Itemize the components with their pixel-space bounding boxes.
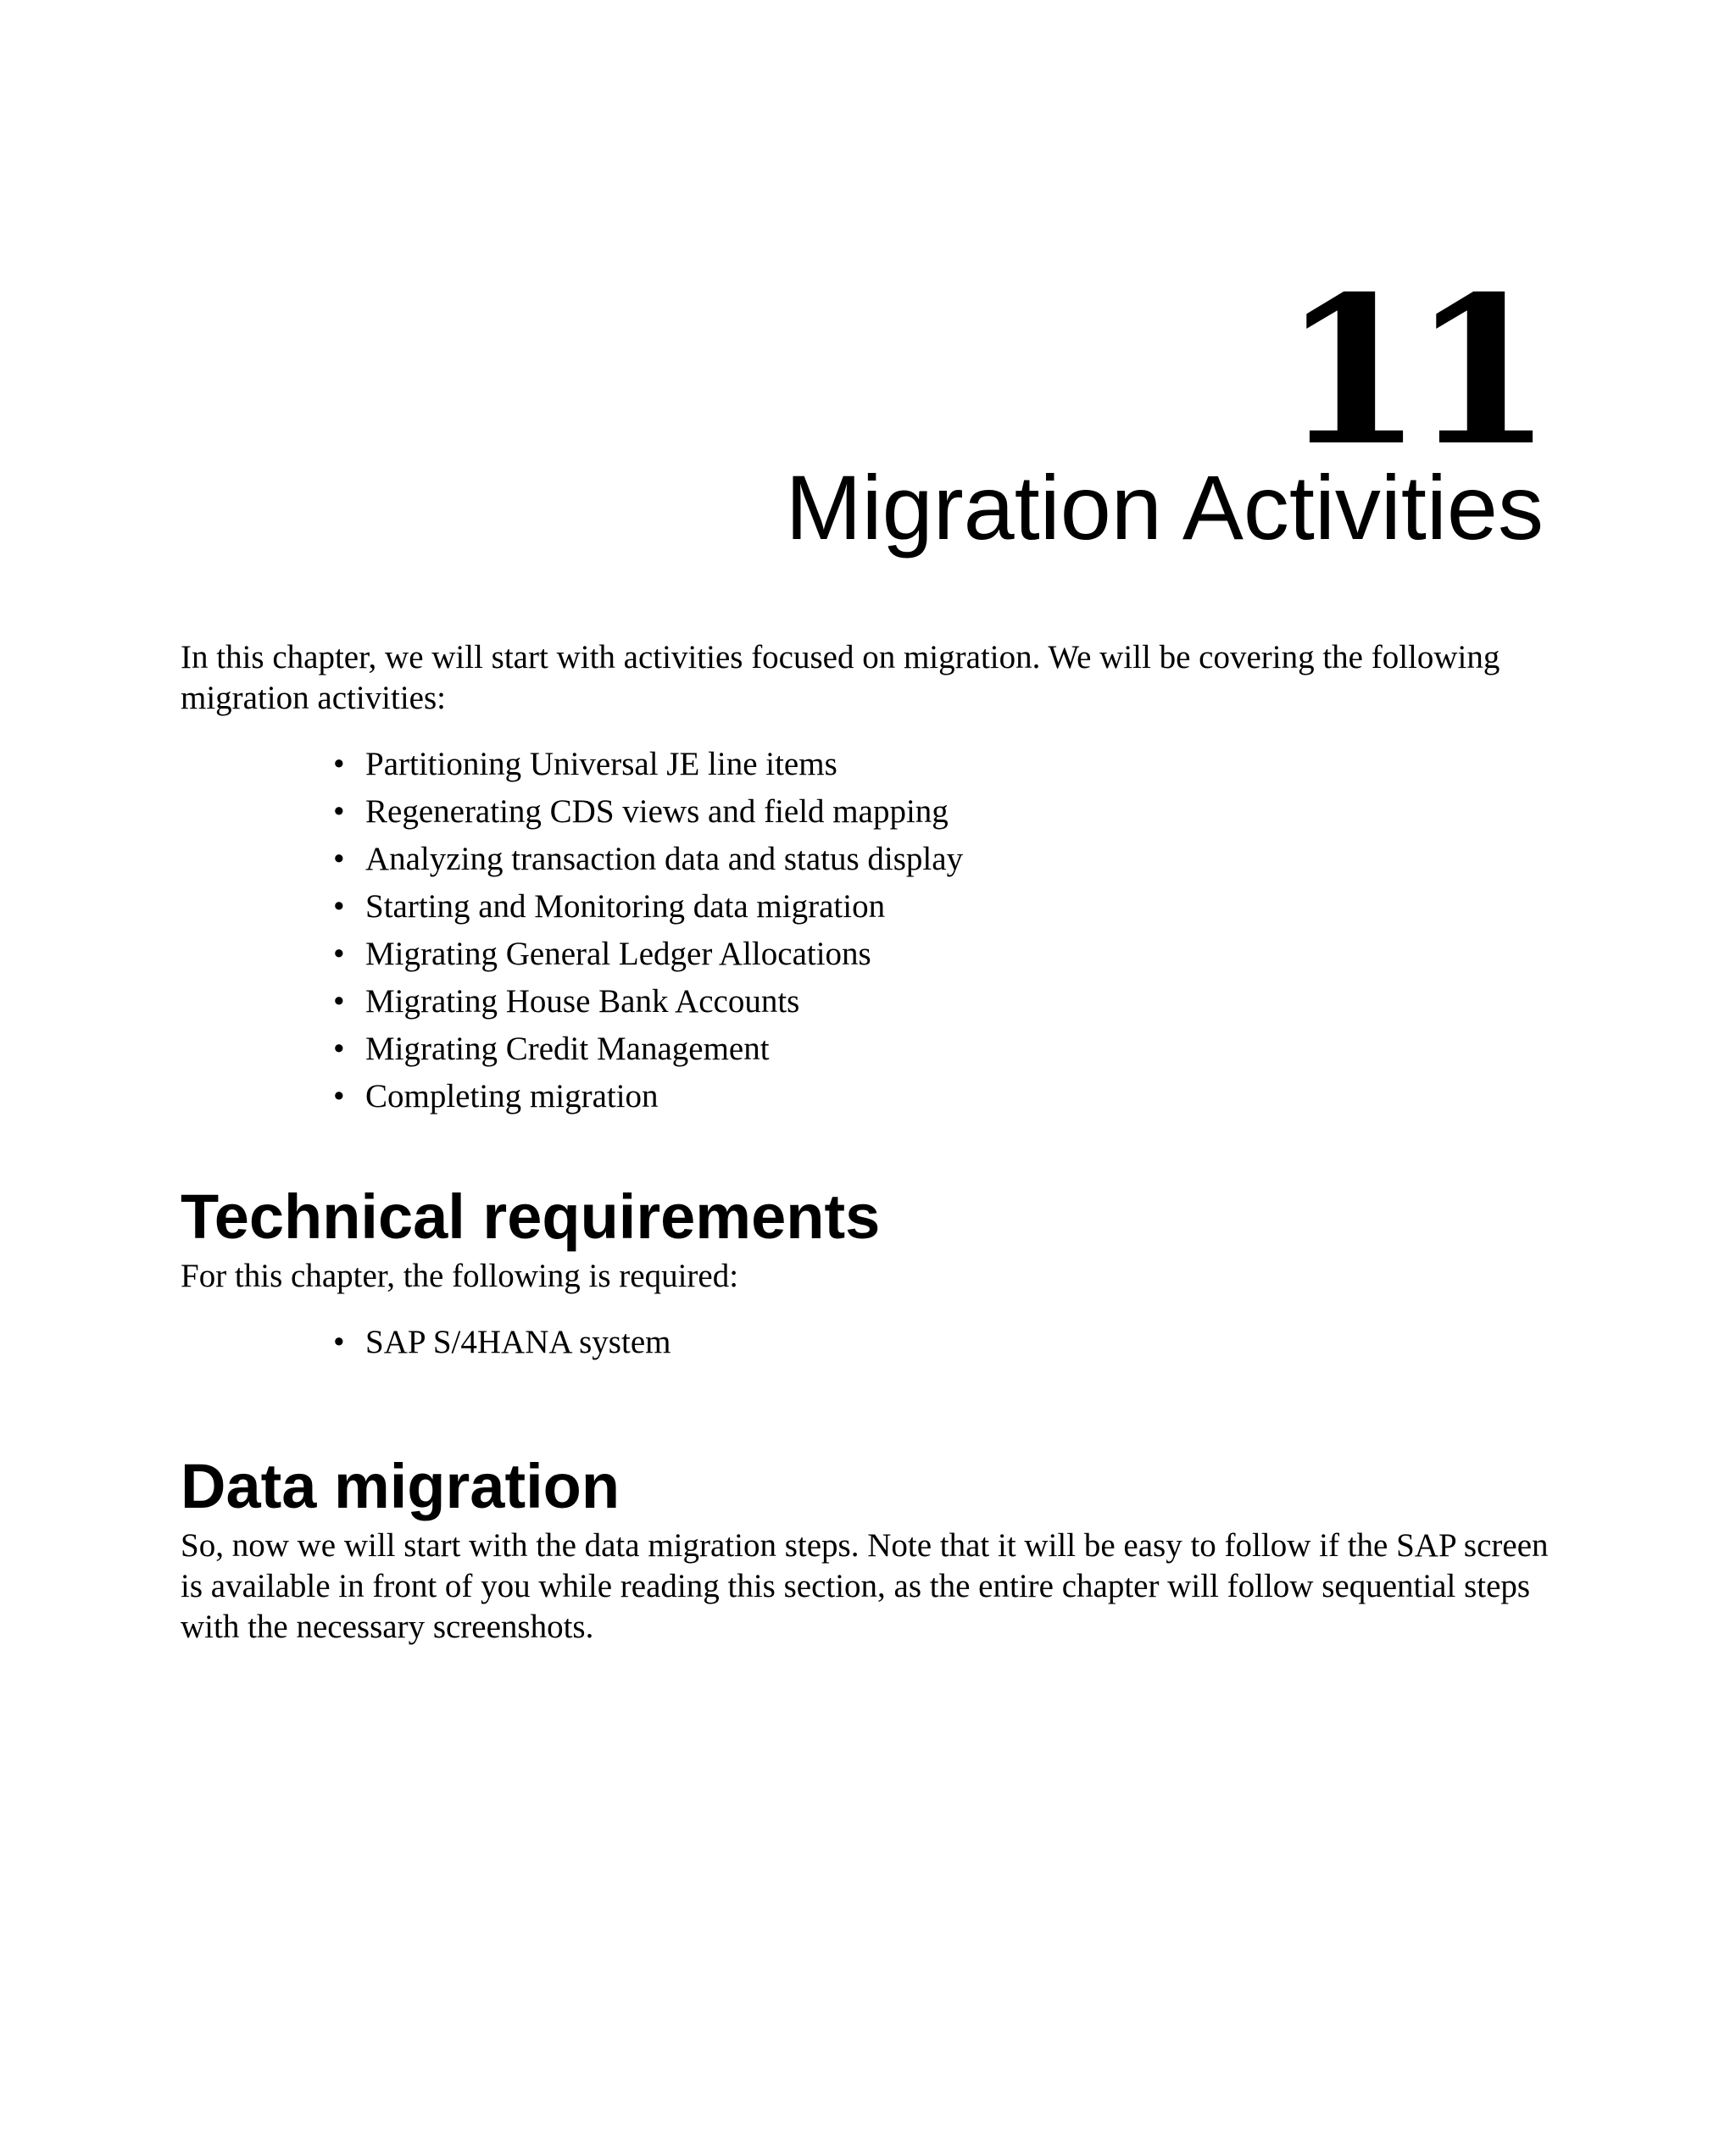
list-item xyxy=(333,883,1554,931)
bullet-icon: • xyxy=(333,1324,345,1360)
list-item xyxy=(333,1026,1554,1073)
data-migration-heading: Data migration xyxy=(181,1451,620,1521)
chapter-content xyxy=(181,637,1554,1648)
list-item-text: Analyzing transaction data and status display xyxy=(365,841,964,877)
bullet-icon: • xyxy=(333,1078,345,1114)
list-item xyxy=(333,1319,1554,1366)
list-item xyxy=(333,836,1554,883)
bullet-icon: • xyxy=(333,936,345,972)
list-item xyxy=(333,1073,1554,1120)
list-item-text: Migrating House Bank Accounts xyxy=(365,983,800,1020)
chapter-number: 11 xyxy=(1282,252,1541,491)
bullet-icon: • xyxy=(333,888,345,925)
list-item-text: SAP S/4HANA system xyxy=(365,1324,671,1360)
bullet-icon: • xyxy=(333,983,345,1020)
list-item-text: Starting and Monitoring data migration xyxy=(365,888,886,925)
list-item-text: Partitioning Universal JE line items xyxy=(365,746,837,782)
bullet-icon: • xyxy=(333,1031,345,1067)
bullet-icon: • xyxy=(333,793,345,830)
technical-requirements-paragraph: For this chapter, the following is required: xyxy=(181,1258,739,1294)
list-item-text: Migrating Credit Management xyxy=(365,1031,770,1067)
list-item xyxy=(333,978,1554,1026)
migration-activities-list xyxy=(181,741,1554,1120)
bullet-icon: • xyxy=(333,841,345,877)
list-item-text: Completing migration xyxy=(365,1078,659,1114)
technical-requirements-heading: Technical requirements xyxy=(181,1181,881,1252)
intro-paragraph: In this chapter, we will start with activities focused on migration. We will be covering the following migration activities: xyxy=(181,639,1500,716)
data-migration-paragraph: So, now we will start with the data migration steps. Note that it will be easy to follow if the SAP screen is available in front of you while reading this section, as the entire chapter will follow sequential steps with the necessary screenshots. xyxy=(181,1527,1549,1645)
list-item xyxy=(333,788,1554,836)
chapter-title: Migration Activities xyxy=(785,456,1544,559)
bullet-icon: • xyxy=(333,746,345,782)
list-item-text: Regenerating CDS views and field mapping xyxy=(365,793,949,830)
list-item-text: Migrating General Ledger Allocations xyxy=(365,936,871,972)
technical-requirements-list xyxy=(181,1319,1554,1366)
list-item xyxy=(333,931,1554,978)
list-item xyxy=(333,741,1554,788)
